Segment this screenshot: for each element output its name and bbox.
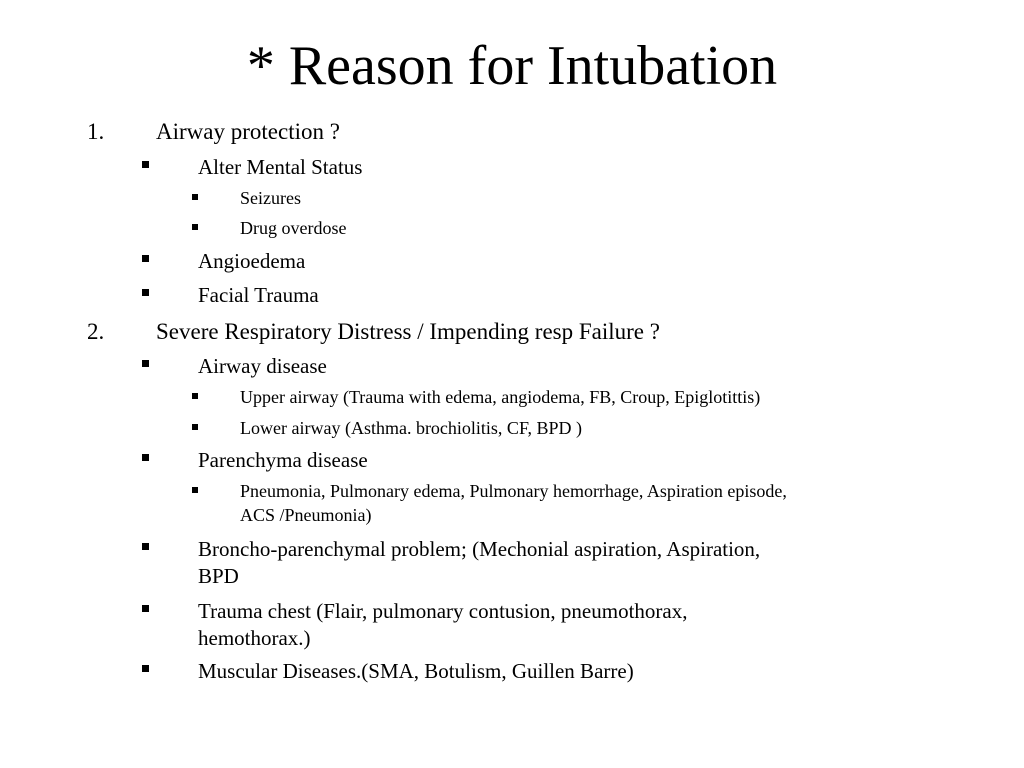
list-item-text: Severe Respiratory Distress / Impending resp Failure ?: [156, 319, 660, 344]
square-bullet-icon: [142, 289, 149, 296]
slide-title: * Reason for Intubation: [246, 35, 778, 97]
list-item-text: Facial Trauma: [198, 283, 319, 307]
list-item-text-line: Broncho-parenchymal problem; (Mechonial aspiration, Aspiration,: [198, 537, 761, 561]
square-bullet-icon: [192, 393, 198, 399]
list-item-text-line: hemothorax.): [198, 626, 311, 650]
list-item-text-line: ACS /Pneumonia): [240, 505, 372, 525]
list-number: 2.: [87, 319, 105, 344]
list-item-text: Airway disease: [198, 354, 327, 378]
square-bullet-icon: [142, 360, 149, 367]
square-bullet-icon: [142, 454, 149, 461]
square-bullet-icon: [142, 605, 149, 612]
list-item-text: Upper airway (Trauma with edema, angiodema, FB, Croup, Epiglotittis): [240, 387, 761, 407]
square-bullet-icon: [142, 161, 149, 168]
square-bullet-icon: [192, 424, 198, 430]
list-item-text: Seizures: [240, 188, 301, 208]
list-item-text: Airway protection ?: [156, 119, 340, 144]
square-bullet-icon: [142, 543, 149, 550]
list-item-text-line: Pneumonia, Pulmonary edema, Pulmonary hemorrhage, Aspiration episode,: [240, 481, 787, 501]
square-bullet-icon: [192, 224, 198, 230]
square-bullet-icon: [192, 487, 198, 493]
list-item-text: Alter Mental Status: [198, 155, 363, 179]
square-bullet-icon: [142, 255, 149, 262]
list-item-text: Lower airway (Asthma. brochiolitis, CF, BPD ): [240, 418, 583, 438]
square-bullet-icon: [192, 194, 198, 200]
list-item-text-line: BPD: [198, 564, 239, 588]
list-item-text: Angioedema: [198, 249, 306, 273]
square-bullet-icon: [142, 665, 149, 672]
list-item-text: Drug overdose: [240, 218, 347, 238]
list-item-text: Parenchyma disease: [198, 448, 368, 472]
list-item-text: Muscular Diseases.(SMA, Botulism, Guillen Barre): [198, 659, 634, 683]
list-item-text-line: Trauma chest (Flair, pulmonary contusion, pneumothorax,: [198, 599, 688, 623]
list-number: 1.: [87, 119, 105, 144]
